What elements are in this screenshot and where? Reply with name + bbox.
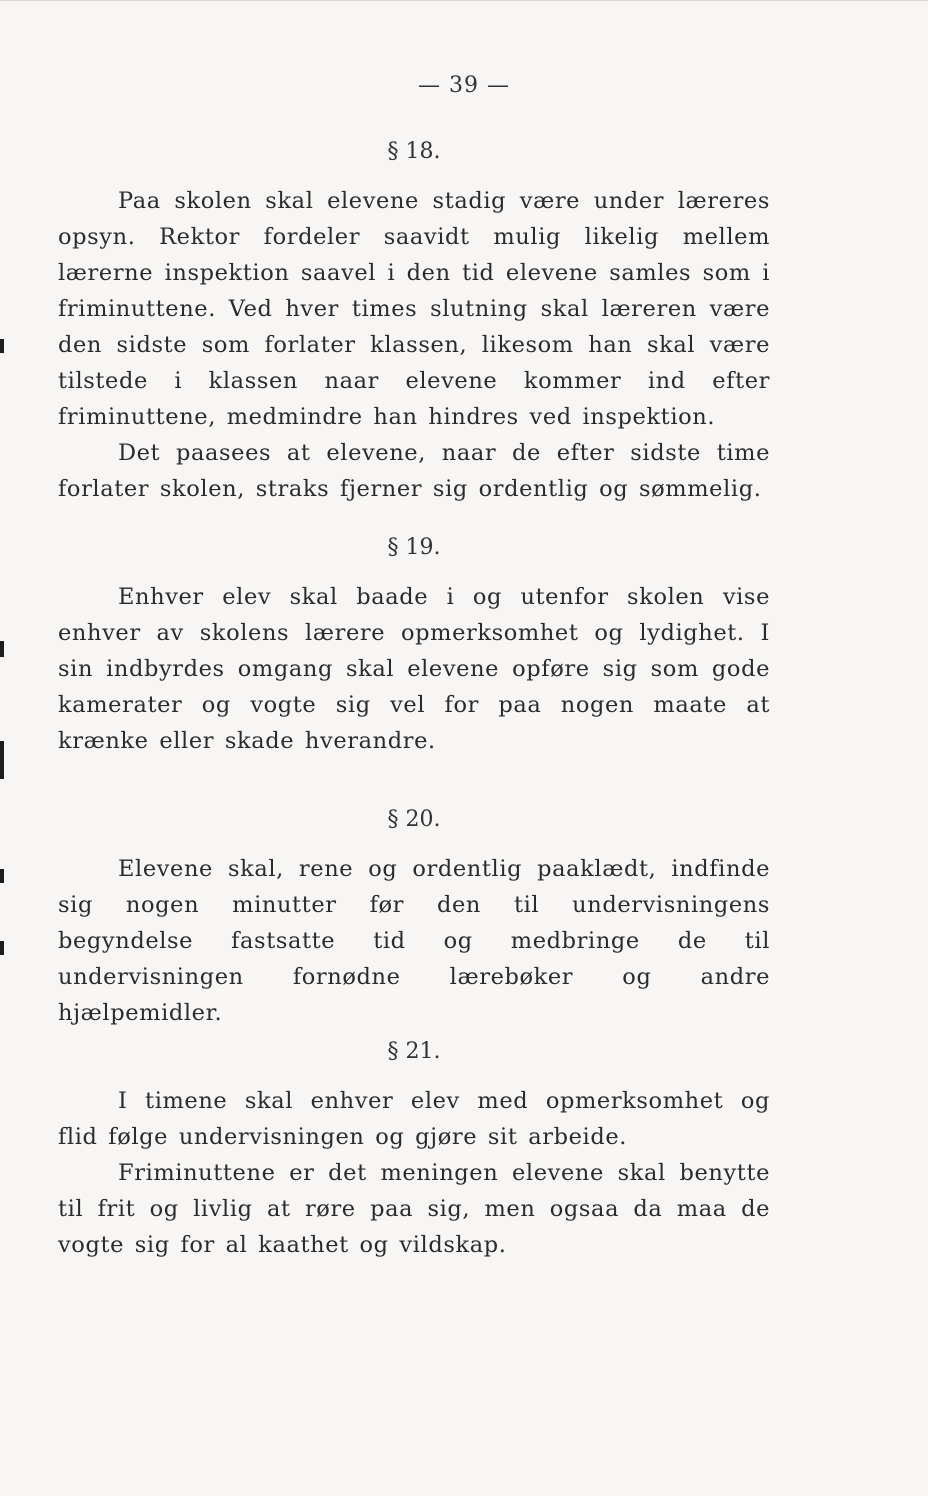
paragraph: Enhver elev skal baade i og utenfor skolen vise enhver av skolens lærere opmerksomhet og lydighet. I sin indbyrdes omgang skal elevene opføre sig som gode kamerater og vogte sig vel for paa nogen maate at krænke eller skade hverandre. — [58, 584, 770, 754]
scan-edge-mark — [0, 761, 4, 779]
paragraph: Friminuttene er det meningen elevene skal benytte til frit og livlig at røre paa sig, men ogsaa da maa de vogte sig for al kaathet og vildskap. — [58, 1160, 770, 1258]
section-21 — [58, 1037, 770, 1263]
scan-edge-mark — [0, 339, 4, 353]
section-heading: § 19. — [387, 535, 441, 560]
paragraph: Elevene skal, rene og ordentlig paaklædt, indfinde sig nogen minutter før den til undervisningens begyndelse fastsatte tid og medbringe de til undervisningen fornødne lærebøker og andre hjælpemidler. — [58, 856, 770, 1026]
section-19 — [58, 533, 770, 759]
paragraph: Det paasees at elevene, naar de efter sidste time forlater skolen, straks fjerner sig ordentlig og sømmelig. — [58, 440, 770, 502]
section-heading: § 20. — [387, 807, 441, 832]
scan-edge-mark — [0, 641, 4, 657]
scan-edge-mark — [0, 941, 4, 955]
page-number: — 39 — — [418, 73, 510, 98]
paragraph: Paa skolen skal elevene stadig være under læreres opsyn. Rektor fordeler saavidt mulig likelig mellem lærerne inspektion saavel i den tid elevene samles som i friminuttene. Ved hver times slutning skal læreren være den sidste som forlater klassen, likesom han skal være tilstede i klassen naar elevene kommer ind efter friminuttene, medmindre han hindres ved inspektion. — [58, 188, 770, 430]
section-heading: § 21. — [387, 1039, 441, 1064]
scan-edge-mark — [0, 869, 4, 883]
section-20 — [58, 805, 770, 1031]
scan-edge-mark — [0, 741, 4, 763]
section-heading: § 18. — [387, 139, 441, 164]
paragraph: I timene skal enhver elev med opmerksomhet og flid følge undervisningen og gjøre sit arbeide. — [58, 1088, 770, 1150]
section-18 — [58, 137, 770, 507]
